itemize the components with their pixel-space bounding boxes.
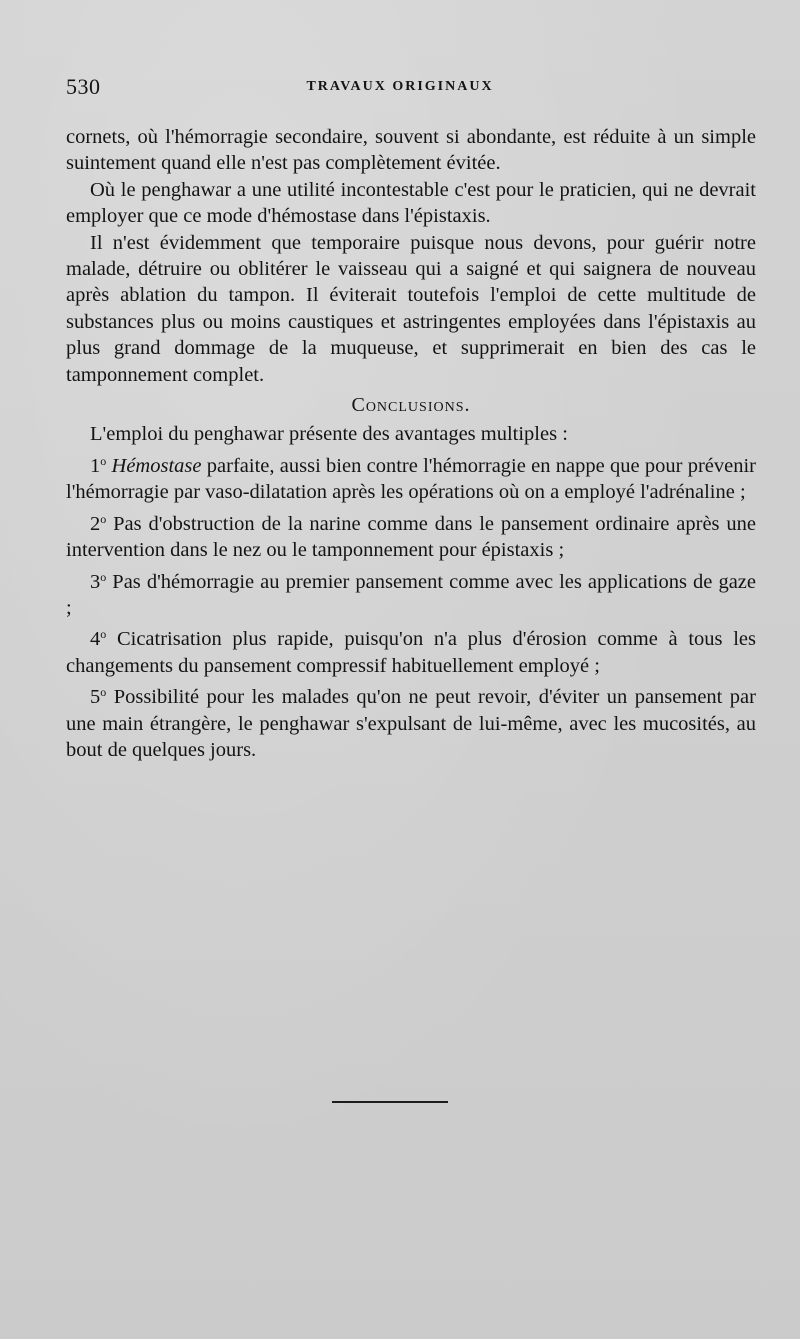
paragraph-temporary: Il n'est évidemment que temporaire puisque nous devons, pour guérir notre malade, détruire ou oblitérer le vaisseau qui a saigné et qui saignera de nouveau après ablation du tampon. Il éviterait toutefois l'emploi de cette multitude de substances plus ou moins caustiques et astringentes employées dans l'épistaxis au plus grand dommage de la muqueuse, et supprimerait en bien des cas le tamponnement complet. <box>66 231 756 386</box>
ordinal-marker: o <box>100 627 107 642</box>
item-text: Cicatrisation plus rapide, puisqu'on n'a plus d'érosion comme à tous les changements du pansement compressif habituellement employé ; <box>66 628 756 677</box>
running-head: TRAVAUX ORIGINAUX <box>306 79 494 94</box>
conclusion-item-1 <box>66 448 756 506</box>
item-number: 4 <box>90 628 101 651</box>
item-number: 1 <box>90 454 101 477</box>
body-text <box>66 124 756 763</box>
item-text: parfaite, aussi bien contre l'hémorragie en nappe que pour prévenir l'hémorragie par vaso-dilatation après les opérations où on a employé l'adrénaline ; <box>66 454 756 504</box>
ordinal-marker: o <box>100 453 107 468</box>
item-number: 2 <box>90 512 101 535</box>
paragraph-penghawar-utility: Où le penghawar a une utilité incontestable c'est pour le praticien, qui ne devrait employer que ce mode d'hémostase dans l'épistaxis. <box>66 178 756 228</box>
item-number: 3 <box>90 570 101 593</box>
page-number: 530 <box>66 74 101 99</box>
end-rule-divider <box>332 1101 448 1103</box>
emphasized-term: Hémostase <box>111 454 202 477</box>
paragraph-continuation: cornets, où l'hémorragie secondaire, souvent si abondante, est réduite à un simple suintement quand elle n'est pas complètement évitée. <box>66 126 756 175</box>
conclusion-item-4 <box>66 621 756 679</box>
ordinal-marker: o <box>100 685 107 700</box>
page-header <box>66 74 734 100</box>
ordinal-marker: o <box>100 569 107 584</box>
conclusion-item-3 <box>66 564 756 622</box>
section-title-conclusions: Conclusions. <box>351 394 471 417</box>
conclusions-intro: L'emploi du penghawar présente des avantages multiples : <box>90 423 568 446</box>
item-number: 5 <box>90 686 101 709</box>
ordinal-marker: o <box>100 511 107 526</box>
item-text: Possibilité pour les malades qu'on ne peut revoir, d'éviter un pansement par une main étrangère, le penghawar s'expulsant de lui-même, avec les mucosités, au bout de quelques jours. <box>66 686 756 761</box>
conclusion-item-5 <box>66 679 756 763</box>
item-text: Pas d'obstruction de la narine comme dans le pansement ordinaire après une intervention dans le nez ou le tamponnement pour épistaxis ; <box>66 512 756 562</box>
item-text: Pas d'hémorragie au premier pansement comme avec les applications de gaze ; <box>66 570 756 619</box>
conclusion-item-2 <box>66 506 756 564</box>
